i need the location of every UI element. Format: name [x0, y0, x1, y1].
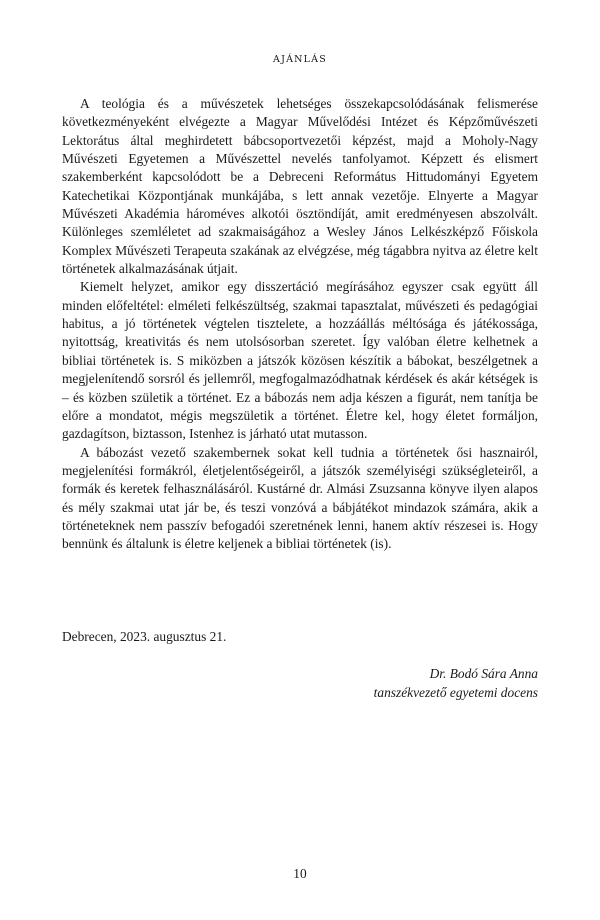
body-text	[62, 95, 538, 554]
paragraph-3: A bábozást vezető szakembernek sokat kell tudnia a történetek ősi hasznairól, megjelenítési formákról, életjelentőségeiről, a játszók személyiségi szükségleteiről, a formák és keretek felhasználásáról. Kustárné dr. Almási Zsuzsanna könyve ilyen alapos és mély szakmai utat jár be, és teszi vonzóvá a bábjátékot mindazok számára, akik a történeteknek nem passzív befogadói szeretnének lenni, hanem aktív részesei is. Hogy bennünk és általunk is életre keljenek a bibliai történetek (is).	[62, 444, 538, 552]
page-number: 10	[293, 866, 307, 881]
signature-block	[374, 664, 538, 702]
signature-title: tanszékvezető egyetemi docens	[373, 685, 538, 700]
dateline: Debrecen, 2023. augusztus 21.	[62, 629, 227, 644]
paragraph-2: Kiemelt helyzet, amikor egy disszertáció megírásához egyszer csak együtt áll minden előfeltétel: elméleti felkészültség, szakmai tapasztalat, művészeti és pedagógiai habitus, a jó történetek végtelen tisztelete, a hozzáállás méltósága és játékossága, nyitottság, kreativitás és nem utolsósorban szeretet. Így valóban életre kelhetnek a bibliai történetek is. S miközben a játszók közösen készítik a bábokat, beszélgetnek a megjelenítendő sorsról és jellemről, megfogalmazódhatnak kérdések és akár kétségek is – és közben születik a történet. Ez a bábozás nem adja készen a figurát, nem tanítja be előre a mondatot, mégis megszületik a történet. Életre kel, hogy életet formáljon, gazdagítson, biztasson, Istenhez is járható utat mutasson.	[62, 279, 538, 442]
signature-name: Dr. Bodó Sára Anna	[429, 666, 538, 681]
paragraph-1: A teológia és a művészetek lehetséges összekapcsolódásának felismerése következményeként elvégezte a Magyar Művelődési Intézet és Képzőművészeti Lektorátus által meghirdetett bábcsoportvezetői képzést, majd a Moholy-Nagy Művészeti Egyetemen a Művészettel nevelés tanfolyamot. Képzett és elismert szakemberként kapcsolódott be a Debreceni Református Hittudományi Egyetem Katechetikai Központjának munkájába, s lett annak vezetője. Elnyerte a Magyar Művészeti Akadémia hároméves alkotói ösztöndíját, amit eredményesen abszolvált. Különleges szemléletet ad szakmaiságához a Wesley János Lelkészképző Főiskola Komplex Művészeti Terapeuta szakának az elvégzése, még tágabbra nyitva az életre kelt történetek alkalmazásának útjait.	[62, 96, 538, 277]
running-head: AJÁNLÁS	[273, 54, 327, 65]
